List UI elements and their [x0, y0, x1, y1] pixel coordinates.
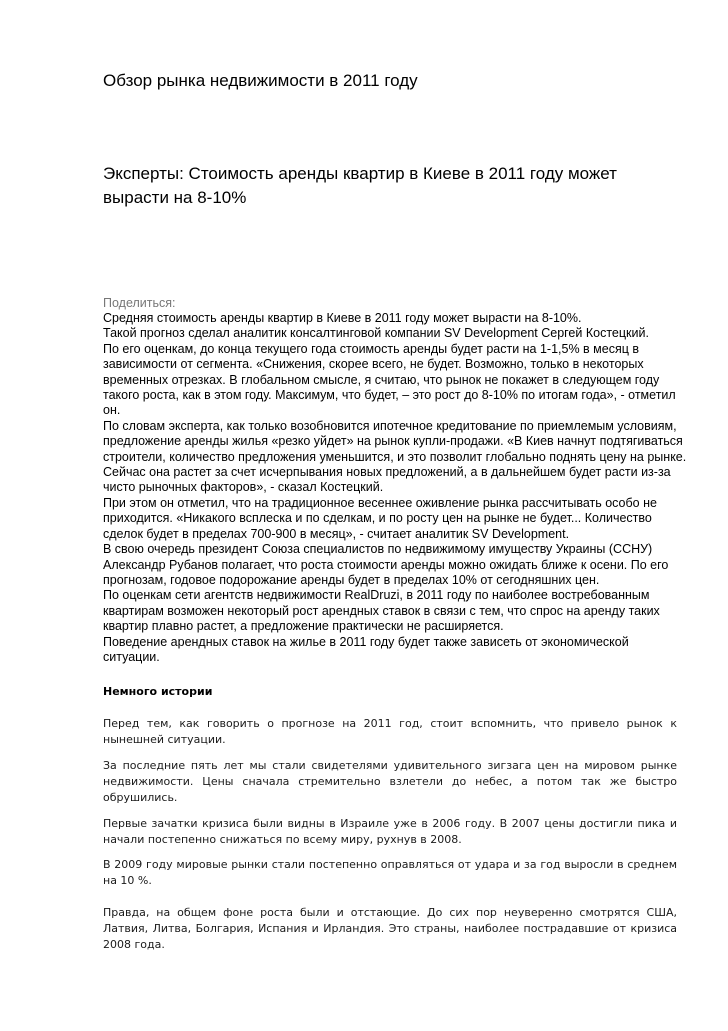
article-body	[103, 311, 688, 665]
history-heading: Немного истории	[103, 685, 213, 698]
article-paragraph: По оценкам сети агентств недвижимости RealDruzi, в 2011 году по наиболее востребованным квартирам возможен некоторый рост арендных ставок в связи с тем, что спрос на аренду таких квартир плавно растет, а предложение практически не расширяется.	[103, 588, 660, 634]
article-paragraph: Такой прогноз сделал аналитик консалтинговой компании SV Development Сергей Костецкий.	[103, 326, 649, 341]
history-paragraph: Первые зачатки кризиса были видны в Израиле уже в 2006 году. В 2007 цены достигли пика и начали постепенно снижаться по всему миру, рухнув в 2008.	[103, 817, 677, 846]
history-paragraph: За последние пять лет мы стали свидетелями удивительного зигзага цен на мировом рынке недвижимости. Цены сначала стремительно взлетели до небес, а потом так же быстро обрушились.	[103, 759, 677, 804]
article-paragraph: Поведение арендных ставок на жилье в 2011 году будет также зависеть от экономической ситуации.	[103, 634, 629, 664]
document-title: Обзор рынка недвижимости в 2011 году	[103, 71, 418, 90]
article-paragraph: Средняя стоимость аренды квартир в Киеве в 2011 году может вырасти на 8-10%.	[103, 311, 582, 325]
history-paragraph: В 2009 году мировые рынки стали постепенно оправляться от удара и за год выросли в среднем на 10 %.	[103, 858, 677, 887]
article-headline: Эксперты: Стоимость аренды квартир в Киеве в 2011 году может вырасти на 8-10%	[103, 164, 617, 207]
article-paragraph: В свою очередь президент Союза специалистов по недвижимому имуществу Украины (ССНУ) Александр Рубанов полагает, что роста стоимости аренды можно ожидать ближе к осени. По его прогнозам, годовое подорожание аренды будет в пределах 10% от сегодняшних цен.	[103, 542, 669, 587]
share-label[interactable]: Поделиться:	[103, 296, 176, 310]
history-paragraph: Правда, на общем фоне роста были и отстающие. До сих пор неуверенно смотрятся США, Латвия, Литва, Болгария, Испания и Ирландия. Это страны, наиболее пострадавшие от кризиса 2008 года.	[103, 906, 677, 951]
article-paragraph: При этом он отметил, что на традиционное весеннее оживление рынка рассчитывать особо не приходится. «Никакого всплеска и по сделкам, и по росту цен на рынке не будет... Количество сделок будет в пределах 700-900 в месяц», - считает аналитик SV Development.	[103, 495, 657, 541]
article-paragraph: По его оценкам, до конца текущего года стоимость аренды будет расти на 1-1,5% в месяц в зависимости от сегмента. «Снижения, скорее всего, не будет. Возможно, только в некоторых временных отрезках. В глобальном смысле, я считаю, что рынок не покажет в следующем году такого роста, как в этом году. Максимум, что будет, – это рост до 8-10% по итогам года», - отметил он.	[103, 341, 676, 418]
history-paragraph: Перед тем, как говорить о прогнозе на 2011 год, стоит вспомнить, что привело рынок к нынешней ситуации.	[103, 717, 677, 746]
article-paragraph: По словам эксперта, как только возобновится ипотечное кредитование по приемлемым условиям, предложение аренды жилья «резко уйдет» на рынок купли-продажи. «В Киев начнут подтягиваться строители, количество предложения уменьшится, и это позволит глобально поднять цену на рынке. Сейчас она растет за счет исчерпывания новых предложений, а в дальнейшем будет расти из-за чисто рыночных факторов», - сказал Костецкий.	[103, 418, 687, 495]
